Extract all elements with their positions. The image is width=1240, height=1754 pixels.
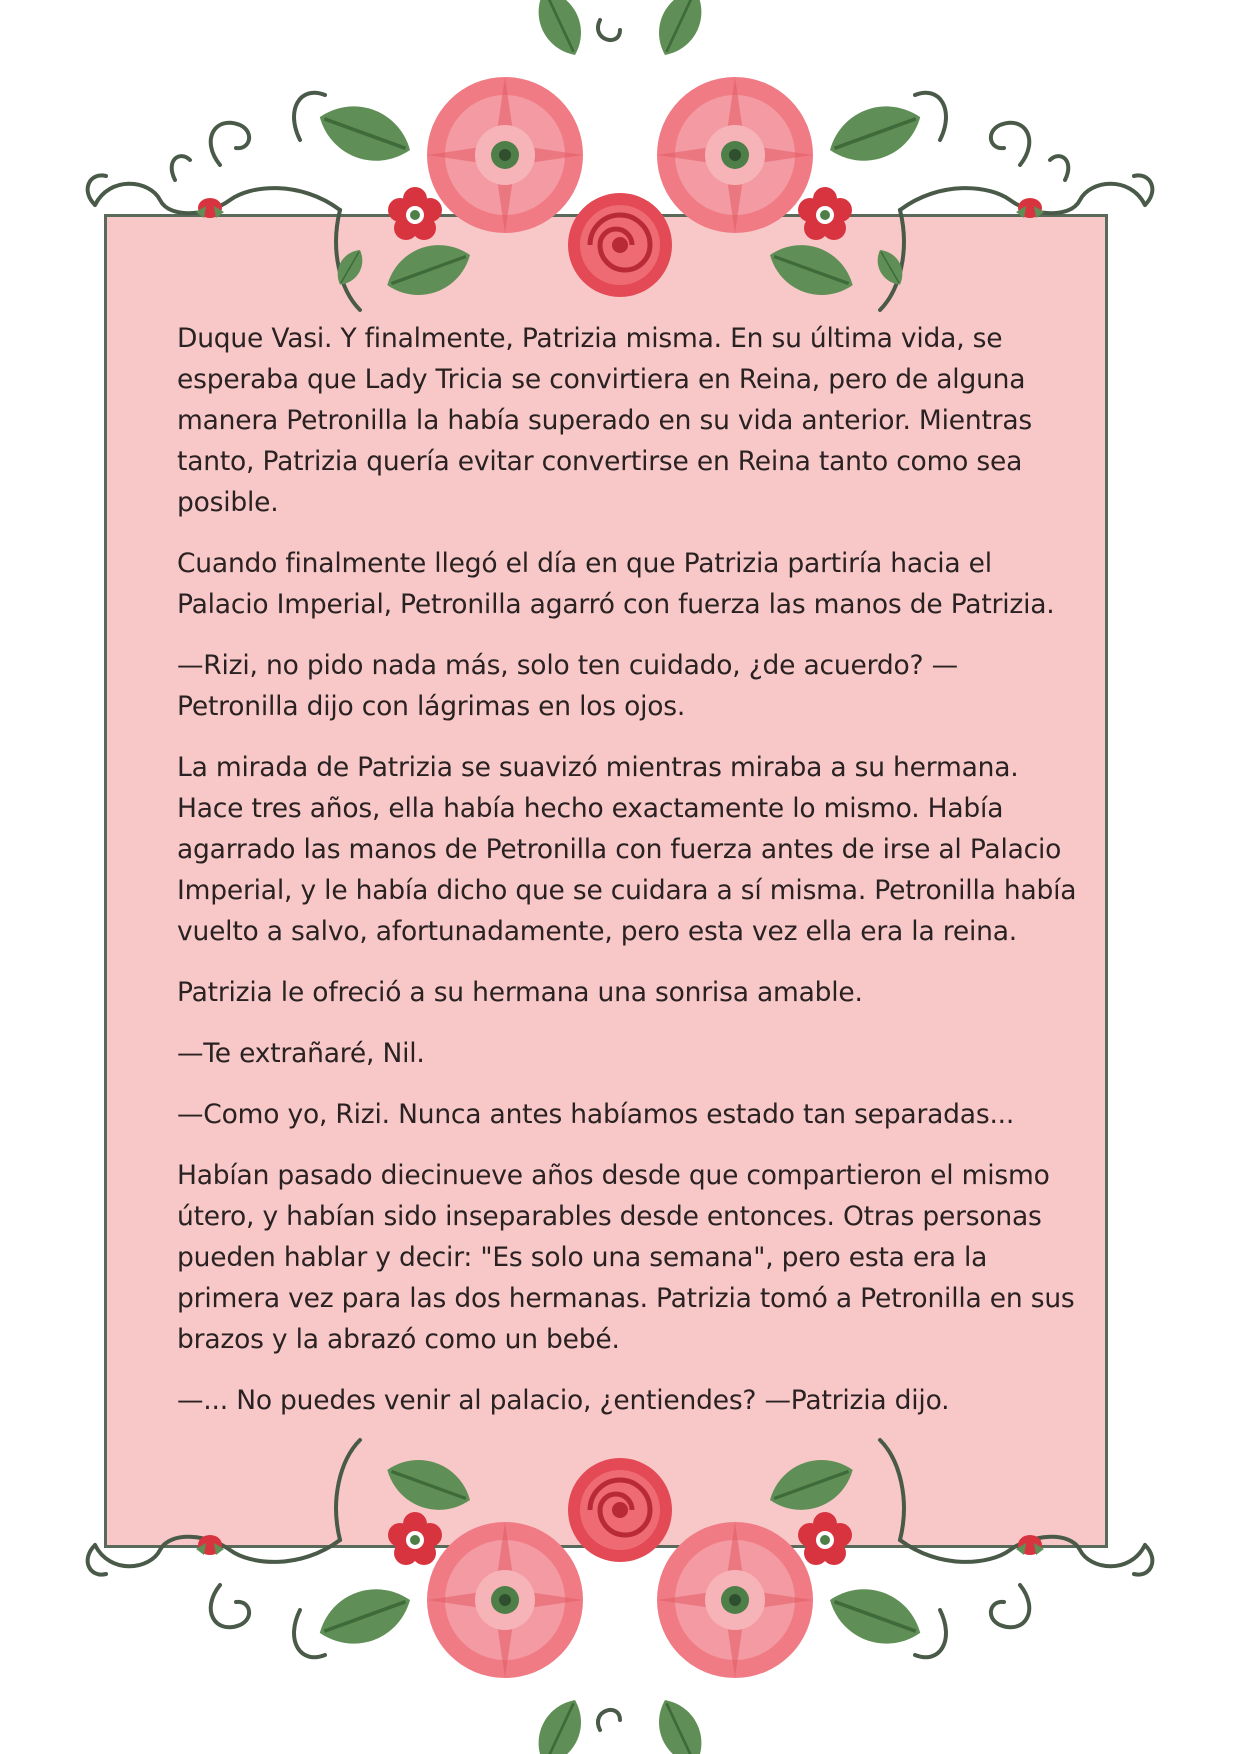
flower-icon xyxy=(798,1512,852,1565)
paragraph: —Como yo, Rizi. Nunca antes habíamos estado tan separadas... xyxy=(177,1099,1015,1130)
paragraph: Duque Vasi. Y finalmente, Patrizia misma. En su última vida, se esperaba que Lady Tricia se convirtiera en Reina, pero de alguna manera Petronilla la había superado en su vida anterior. Mientras tanto, Patrizia quería evitar convertirse en Reina tanto como sea posible. xyxy=(177,323,1032,518)
top-floral-ornament xyxy=(0,0,1240,330)
paragraph: La mirada de Patrizia se suavizó mientras miraba a su hermana. Hace tres años, ella había hecho exactamente lo mismo. Había agarrado las manos de Petronilla con fuerza antes de irse al Palacio Imperial, y le había dicho que se cuidara a sí misma. Petronilla había vuelto a salvo, afortunadamente, pero esta vez ella era la reina. xyxy=(177,752,1077,947)
rose-icon xyxy=(568,193,672,297)
flower-icon xyxy=(388,187,442,240)
flower-icon xyxy=(798,187,852,240)
paragraph: —Te extrañaré, Nil. xyxy=(177,1038,425,1069)
flower-icon xyxy=(427,1522,583,1678)
flower-icon xyxy=(657,1522,813,1678)
bud-icon xyxy=(1016,198,1044,218)
paragraph: Habían pasado diecinueve años desde que compartieron el mismo útero, y habían sido inseparables desde entonces. Otras personas pueden hablar y decir: "Es solo una semana", pero esta era la primera vez para las dos hermanas. Patrizia tomó a Petronilla en sus brazos y la abrazó como un bebé. xyxy=(177,1160,1075,1355)
paragraph: —... No puedes venir al palacio, ¿entiendes? —Patrizia dijo. xyxy=(177,1385,950,1416)
paragraph: Patrizia le ofreció a su hermana una sonrisa amable. xyxy=(177,977,863,1008)
paragraph: —Rizi, no pido nada más, solo ten cuidado, ¿de acuerdo? —Petronilla dijo con lágrimas en los ojos. xyxy=(177,650,958,722)
flower-icon xyxy=(388,1512,442,1565)
bud-icon xyxy=(196,198,224,218)
paragraph: Cuando finalmente llegó el día en que Patrizia partiría hacia el Palacio Imperial, Petronilla agarró con fuerza las manos de Patrizia. xyxy=(177,548,1055,620)
flower-icon xyxy=(427,77,583,233)
bottom-floral-ornament xyxy=(0,1420,1240,1754)
flower-icon xyxy=(657,77,813,233)
rose-icon xyxy=(568,1458,672,1562)
story-text xyxy=(177,318,1077,1441)
